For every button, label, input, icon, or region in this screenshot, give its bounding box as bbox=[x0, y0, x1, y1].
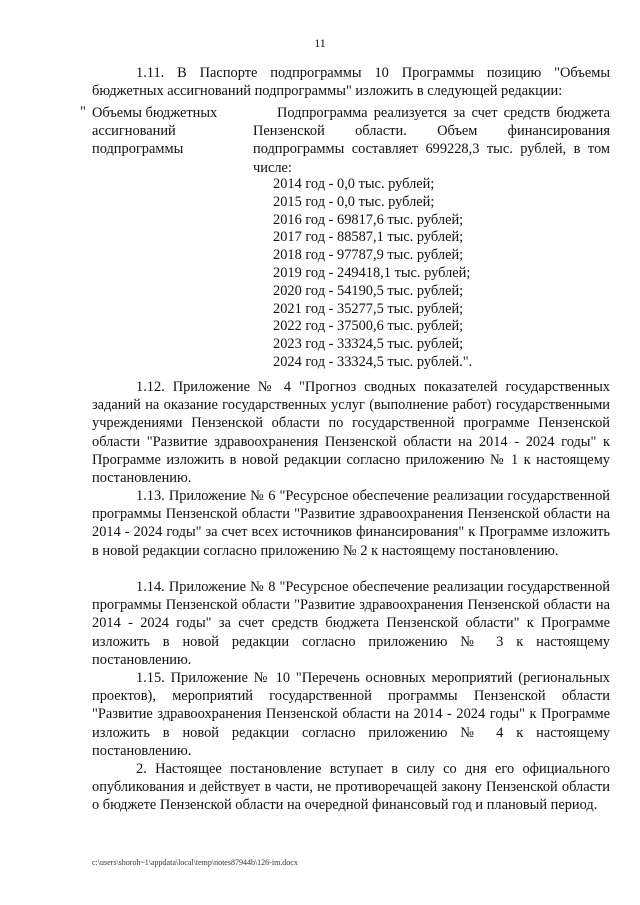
passport-field-label: Объемы бюджетных ассигнований подпрограммы bbox=[92, 105, 218, 158]
funding-year-row: 2021 год - 35277,5 тыс. рублей; bbox=[273, 300, 464, 317]
section-1-14-paragraph: 1.14. Приложение № 8 "Ресурсное обеспечение реализации государственной программы Пензенской области "Развитие здравоохранения Пензенской области на 2014 - 2024 годы" за счет средств бюджета Пензенской области" к Программе изложить в новой редакции согласно приложению № 3 к настоящему постановлению. bbox=[92, 579, 610, 668]
funding-year-row: 2015 год - 0,0 тыс. рублей; bbox=[273, 193, 435, 210]
funding-years-list bbox=[273, 176, 472, 372]
section-2-paragraph: 2. Настоящее постановление вступает в силу со дня его официального опубликования и действует в части, не противоречащей закону Пензенской области о бюджете Пензенской области на очередной финансовый год и плановый период. bbox=[92, 761, 610, 814]
funding-year-row: 2014 год - 0,0 тыс. рублей; bbox=[273, 176, 435, 192]
section-1-12-paragraph: 1.12. Приложение № 4 "Прогноз сводных показателей государственных заданий на оказание государственных услуг (выполнение работ) государственными учреждениями Пензенской области по государственной программе Пензенской области "Развитие здравоохранения Пензенской области на 2014 - 2024 годы" к Программе изложить в новой редакции согласно приложению № 1 к настоящему постановлению. bbox=[92, 379, 610, 487]
funding-year-row: 2023 год - 33324,5 тыс. рублей; bbox=[273, 336, 464, 353]
passport-field-value: Подпрограмма реализуется за счет средств бюджета Пензенской области. Объем финансирования подпрограммы составляет 699228,3 тыс. рублей, в том числе: bbox=[253, 105, 610, 176]
section-1-11-paragraph: 1.11. В Паспорте подпрограммы 10 Программы позицию "Объемы бюджетных ассигнований подпрограммы" изложить в следующей редакции: bbox=[92, 65, 610, 100]
funding-year-row: 2019 год - 249418,1 тыс. рублей; bbox=[273, 264, 471, 281]
section-1-13-paragraph: 1.13. Приложение № 6 "Ресурсное обеспечение реализации государственной программы Пензенской области "Развитие здравоохранения Пензенской области на 2014 - 2024 годы" за счет всех источников финансирования" к Программе изложить в новой редакции согласно приложению № 2 к настоящему постановлению. bbox=[92, 488, 610, 559]
passport-opening-quote: " bbox=[80, 104, 86, 120]
funding-year-row: 2022 год - 37500,6 тыс. рублей; bbox=[273, 318, 464, 335]
funding-year-row: 2017 год - 88587,1 тыс. рублей; bbox=[273, 229, 464, 246]
section-1-15-paragraph: 1.15. Приложение № 10 "Перечень основных мероприятий (региональных проектов), мероприятий государственной программы Пензенской области "Развитие здравоохранения Пензенской области на 2014 - 2024 годы" к Программе изложить в новой редакции согласно приложению № 4 к настоящему постановлению. bbox=[92, 670, 610, 759]
funding-year-row: 2018 год - 97787,9 тыс. рублей; bbox=[273, 247, 464, 264]
funding-year-row: 2024 год - 33324,5 тыс. рублей.". bbox=[273, 353, 473, 370]
footer-file-path: c:\users\shoroh~1\appdata\local\temp\notes87944b\126-im.docx bbox=[92, 858, 298, 867]
page-number: 11 bbox=[314, 36, 326, 50]
funding-year-row: 2016 год - 69817,6 тыс. рублей; bbox=[273, 211, 464, 228]
funding-year-row: 2020 год - 54190,5 тыс. рублей; bbox=[273, 282, 464, 299]
